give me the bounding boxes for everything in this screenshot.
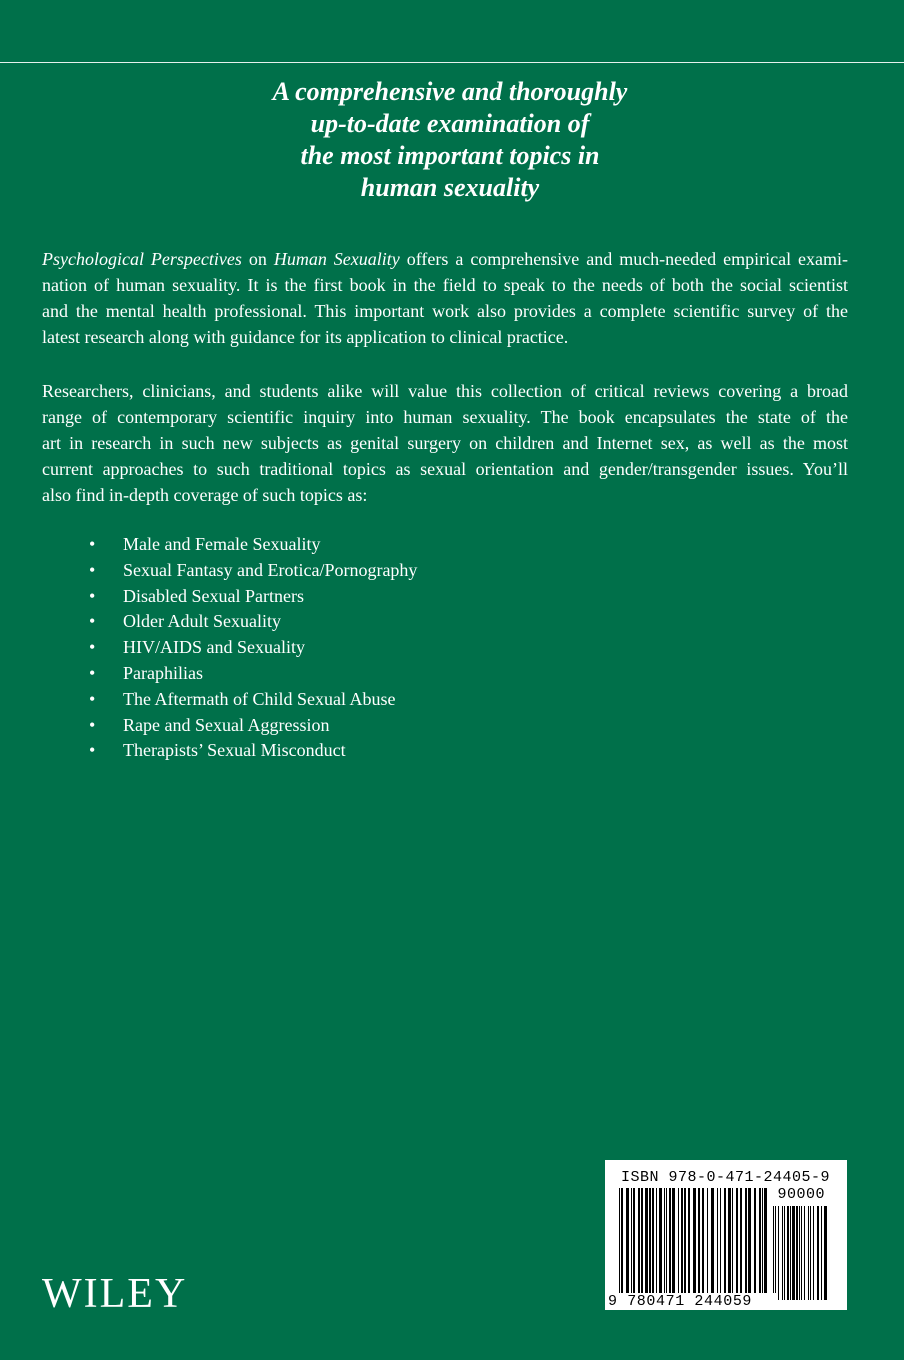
barcode-bar — [740, 1188, 742, 1300]
barcode-bar — [681, 1188, 683, 1300]
tagline-line: the most important topics in — [300, 141, 600, 170]
barcode-bar — [638, 1188, 640, 1300]
audience-paragraph — [42, 378, 848, 508]
topic-label: Sexual Fantasy and Erotica/Pornography — [123, 559, 418, 580]
paragraph-line: latest research along with guidance for its application to clinical practice. — [42, 327, 569, 347]
list-item — [42, 635, 417, 661]
list-item — [42, 687, 417, 713]
book-title-part: Psychological Perspectives — [42, 249, 242, 269]
bullet-icon: • — [89, 637, 96, 658]
top-rule — [0, 62, 904, 63]
barcode-bar — [784, 1206, 785, 1300]
barcode-bar — [621, 1188, 623, 1300]
bullet-icon: • — [89, 740, 96, 761]
list-item — [42, 609, 417, 635]
paragraph-line: also find in-depth coverage of such topics as: — [42, 485, 368, 505]
barcode-bar — [720, 1188, 721, 1300]
barcode-bar — [656, 1188, 657, 1300]
publisher-logo: WILEY — [42, 1271, 188, 1317]
tagline — [190, 76, 710, 204]
barcode-bar — [790, 1206, 791, 1300]
addon-barcode-bars-icon — [773, 1206, 831, 1300]
barcode-bar — [736, 1188, 738, 1300]
paragraph-line: current approaches to such traditional topics as sexual orientation and gender/transgender issues. You’ll — [42, 459, 848, 479]
barcode-bar — [748, 1188, 751, 1300]
barcode-bar — [810, 1206, 811, 1300]
barcode-bar — [782, 1206, 783, 1300]
bullet-icon: • — [89, 611, 96, 632]
topic-label: HIV/AIDS and Sexuality — [123, 637, 305, 658]
barcode-bar — [773, 1206, 774, 1300]
barcode-bar — [808, 1206, 809, 1300]
topic-label: Paraphilias — [123, 662, 203, 683]
topic-label: The Aftermath of Child Sexual Abuse — [123, 688, 396, 709]
bullet-icon: • — [89, 534, 96, 554]
list-item — [42, 713, 417, 739]
price-code: 90000 — [777, 1186, 825, 1203]
barcode-bar — [711, 1188, 714, 1300]
list-item — [42, 558, 417, 584]
barcode-bar — [664, 1188, 665, 1300]
topic-label: Rape and Sexual Aggression — [123, 714, 330, 735]
barcode-bar — [732, 1188, 733, 1300]
paragraph-line — [42, 246, 848, 272]
barcode-bar — [702, 1188, 704, 1300]
barcode-bars-icon — [619, 1188, 769, 1300]
barcode-bar — [804, 1206, 805, 1300]
bullet-icon: • — [89, 688, 96, 709]
barcode-bar — [649, 1188, 651, 1300]
bullet-icon: • — [89, 662, 96, 683]
barcode-bar — [717, 1188, 718, 1300]
tagline-line: A comprehensive and thoroughly — [272, 77, 628, 106]
list-item — [42, 584, 417, 610]
barcode-bar — [775, 1206, 776, 1300]
barcode-bar — [801, 1206, 802, 1300]
barcode-bar — [659, 1188, 662, 1300]
barcode-bar — [707, 1188, 708, 1300]
ean-digits: 9 780471 244059 — [608, 1293, 778, 1310]
bullet-icon: • — [89, 714, 96, 735]
topic-label: Therapists’ Sexual Misconduct — [123, 740, 346, 761]
barcode-bar — [631, 1188, 632, 1300]
barcode-bar — [821, 1206, 822, 1300]
barcode-bar — [754, 1188, 756, 1300]
paragraph-line: range of contemporary scientific inquiry into human sexuality. The book encapsulates the state of the — [42, 407, 848, 427]
topic-label: Male and Female Sexuality — [123, 534, 321, 554]
paragraph-text: offers a comprehensive and much-needed empirical exami- — [399, 249, 849, 269]
barcode-bar — [764, 1188, 767, 1300]
isbn-label: ISBN 978-0-471-24405-9 — [621, 1169, 831, 1186]
tagline-line: human sexuality — [360, 173, 540, 202]
bullet-icon: • — [89, 585, 96, 606]
topic-label: Disabled Sexual Partners — [123, 585, 304, 606]
barcode-bar — [669, 1188, 671, 1300]
barcode-bar — [787, 1206, 789, 1300]
barcode-bar — [796, 1206, 798, 1300]
topics-list — [42, 532, 417, 764]
paragraph-line: and the mental health professional. This important work also provides a complete scientific survey of the — [42, 301, 848, 321]
barcode-bar — [693, 1188, 696, 1300]
barcode-bar — [645, 1188, 648, 1300]
tagline-line: up-to-date examination of — [310, 109, 590, 138]
barcode-box — [605, 1160, 847, 1310]
description-paragraph — [42, 246, 848, 350]
paragraph-line: art in research in such new subjects as genital surgery on children and Internet sex, as well as the most — [42, 433, 848, 453]
paragraph-line: nation of human sexuality. It is the first book in the field to speak to the needs of both the social scientist — [42, 275, 848, 295]
barcode-bar — [619, 1188, 620, 1300]
list-item — [42, 532, 417, 558]
barcode-bar — [762, 1188, 763, 1300]
barcode-bar — [724, 1188, 726, 1300]
barcode-bar — [759, 1188, 761, 1300]
barcode-bar — [633, 1188, 635, 1300]
barcode-bar — [817, 1206, 819, 1300]
barcode-bar — [799, 1206, 800, 1300]
paragraph-line: Researchers, clinicians, and students alike will value this collection of critical reviews covering a broad — [42, 381, 848, 401]
barcode-bar — [672, 1188, 675, 1300]
barcode-bar — [824, 1206, 827, 1300]
bullet-icon: • — [89, 559, 96, 580]
barcode-bar — [641, 1188, 643, 1300]
list-item — [42, 738, 417, 764]
barcode-bar — [698, 1188, 700, 1300]
barcode-bar — [792, 1206, 795, 1300]
topic-label: Older Adult Sexuality — [123, 611, 281, 632]
barcode-bar — [684, 1188, 686, 1300]
barcode-bar — [678, 1188, 679, 1300]
barcode-bar — [728, 1188, 731, 1300]
list-item — [42, 661, 417, 687]
barcode-bar — [745, 1188, 747, 1300]
barcode-bar — [688, 1188, 690, 1300]
barcode-bar — [652, 1188, 654, 1300]
barcode-bar — [626, 1188, 629, 1300]
barcode-bar — [666, 1188, 667, 1300]
text-on: on — [241, 249, 274, 269]
book-title-part: Human Sexuality — [273, 249, 400, 269]
barcode-bar — [813, 1206, 814, 1300]
barcode-bar — [778, 1206, 779, 1300]
